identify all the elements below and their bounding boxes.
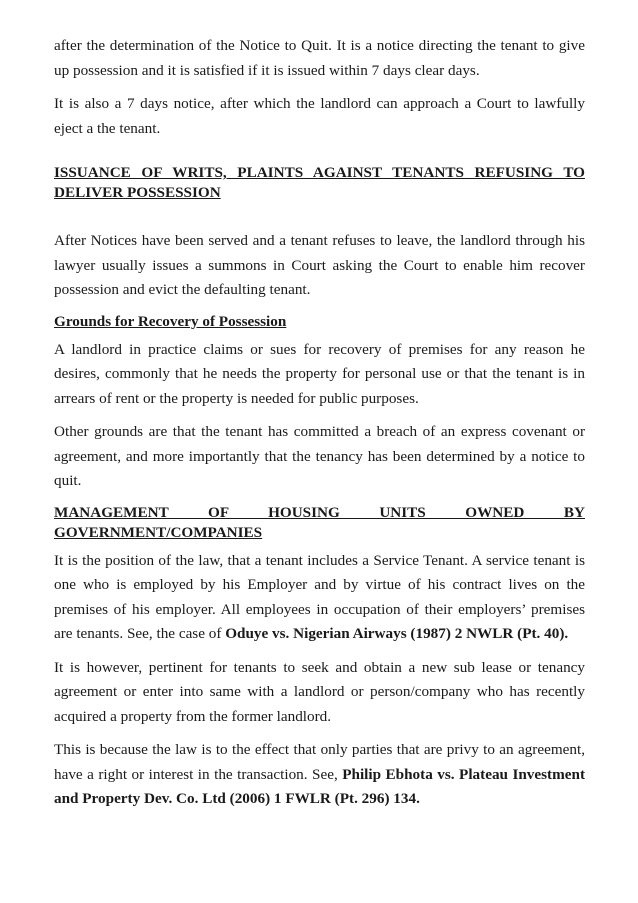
paragraph-seven-days-notice: It is also a 7 days notice, after which the landlord can approach a Court to lawfully eject a the tenant. [54,95,585,137]
paragraph-after-notices: After Notices have been served and a tenant refuses to leave, the landlord through his lawyer usually issues a summons in Court asking the Court to enable him recover possession and evict the defaulting tenant. [54,232,585,298]
paragraph-notice-to-quit: after the determination of the Notice to Quit. It is a notice directing the tenant to give up possession and it is satisfied if it is issued within 7 days clear days. [54,37,585,79]
heading-management-of-housing: MANAGEMENT OF HOUSING UNITS OWNED BY GOVERNMENT/COMPANIES [54,503,585,541]
document-page [54,34,585,821]
case-citation-oduye: Oduye vs. Nigerian Airways (1987) 2 NWLR (Pt. 40). [225,625,569,642]
paragraph-privity [54,738,585,812]
paragraph-other-grounds: Other grounds are that the tenant has committed a breach of an express covenant or agreement, and more importantly that the tenancy has been determined by a notice to quit. [54,423,585,489]
paragraph-landlord-claims: A landlord in practice claims or sues for recovery of premises for any reason he desires, commonly that he needs the property for personal use or that the tenant is in arrears of rent or the property is needed for public purposes. [54,340,585,407]
heading-issuance-of-writs: ISSUANCE OF WRITS, PLAINTS AGAINST TENANTS REFUSING TO DELIVER POSSESSION [54,164,585,201]
paragraph-sub-lease: It is however, pertinent for tenants to seek and obtain a new sub lease or tenancy agreement or enter into same with a landlord or person/company who has recently acquired a property from the former landlord. [54,658,585,725]
service-tenant-text: It is the position of the law, that a tenant includes a Service Tenant. A service tenant is one who is employed by his Employer and by virtue of his contract lives on the premises of his employer. All employees in occupation of their employers’ premises are tenants. See, the case of [54,551,585,642]
case-citation-ebhota: Philip Ebhota vs. Plateau Investment and Property Dev. Co. Ltd (2006) 1 FWLR (Pt. 296) 134. [54,765,586,807]
paragraph-service-tenant [54,549,585,647]
privity-text: This is because the law is to the effect that only parties that are privy to an agreement, have a right or interest in the transaction. See, [54,741,585,783]
heading-grounds-for-recovery: Grounds for Recovery of Possession [54,312,287,330]
